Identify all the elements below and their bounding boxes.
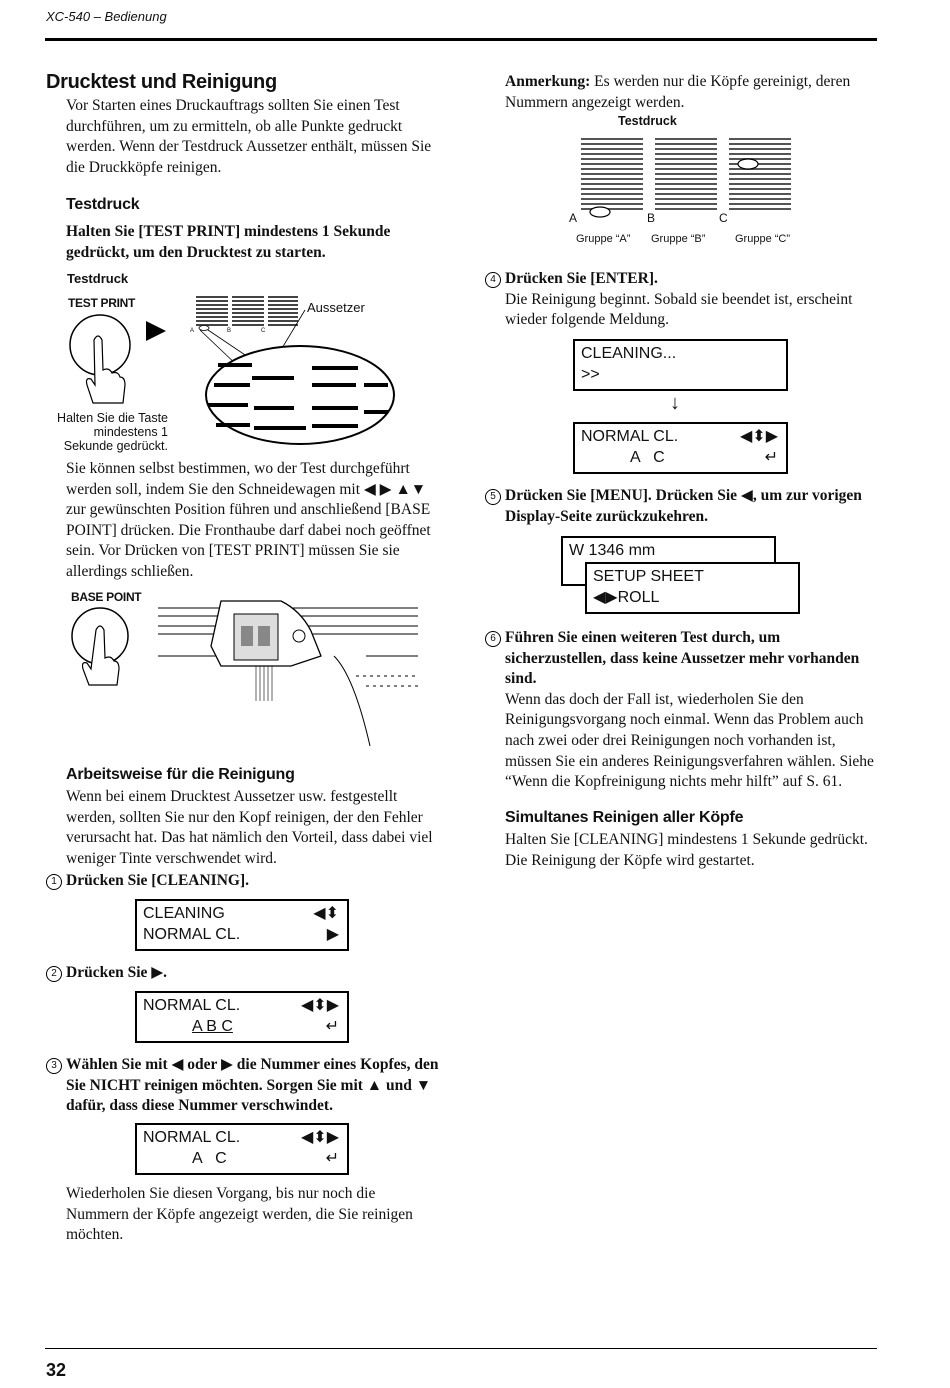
- lcd-display-4: [573, 339, 788, 391]
- arbeitsweise-paragraph: Wenn bei einem Drucktest Aussetzer usw. festgestellt werden, sollten Sie nur den Kopf reinigen, der den Fehler verursacht hat. Das hat nämlich den Vorteil, dass dabei viel weniger Tinte verschwendet wird.: [66, 788, 433, 867]
- lcd-6-back-line: W 1346 mm: [569, 542, 656, 559]
- step-5: [490, 486, 877, 527]
- step-1-number: 1: [46, 874, 62, 890]
- position-paragraph: Sie können selbst bestimmen, wo der Test durchgeführt werden soll, indem Sie den Schneidewagen mit ◀ ▶ ▲▼ zur gewünschten Position führen und anschließend [BASE POINT] drücken. Die Fronthaube darf dabei noch geöffnet sein. Vor Drücken von [TEST PRINT] müssen Sie sie allerdings schließen.: [66, 460, 431, 580]
- step-5-number: 5: [485, 489, 501, 505]
- step-4: [490, 269, 877, 331]
- testdruck-instruction: Halten Sie [TEST PRINT] mindestens 1 Sekunde gedrückt, um den Drucktest zu starten.: [66, 223, 391, 261]
- step-3-number: 3: [46, 1058, 62, 1074]
- step-6-text: Führen Sie einen weiteren Test durch, um sicherzustellen, dass keine Aussetzer mehr vorhanden sind.: [505, 629, 860, 688]
- fig1-letter-c: C: [261, 328, 266, 334]
- step-1-text: Drücken Sie [CLEANING].: [66, 872, 249, 889]
- fig1-letter-b: B: [227, 328, 232, 334]
- lcd-5-nav-icon: ◀⬍▶: [739, 428, 778, 445]
- lcd-1-line-2: NORMAL CL. ▶: [143, 926, 339, 943]
- carriage-illustration: [66, 586, 426, 746]
- lcd-4-line-1: CLEANING...: [581, 345, 677, 362]
- step-2-text: Drücken Sie ▶.: [66, 964, 168, 981]
- header-rule: [45, 38, 877, 41]
- fig3-letter-a: A: [569, 211, 578, 225]
- lcd-4-line-2: >>: [581, 366, 600, 383]
- fig1-caption: Halten Sie die Taste mindestens 1 Sekunde gedrückt.: [57, 411, 168, 453]
- step-4-text: Drücken Sie [ENTER].: [505, 270, 658, 287]
- lcd-display-1: [135, 899, 349, 951]
- step-4-number: 4: [485, 272, 501, 288]
- group-a-label: Gruppe “A”: [576, 233, 631, 245]
- step-3: [51, 1055, 440, 1117]
- step-6-body: Wenn das doch der Fall ist, wiederholen Sie den Reinigungsvorgang noch einmal. Wenn das Problem auch nach zwei oder drei Reinigungen noch vorhanden ist, müssen Sie ein anderes Reinigungsverfahren wählen. Siehe “Wenn die Kopfreinigung nichts mehr hilft” auf S. 61.: [505, 690, 874, 791]
- simultan-heading: Simultanes Reinigen aller Köpfe: [505, 809, 744, 826]
- lcd-5-line-2: A C ↵: [630, 449, 778, 466]
- lcd-5-line-1: NORMAL CL. ◀⬍▶: [581, 428, 778, 445]
- fig3-letter-b: B: [647, 211, 656, 225]
- simultan-paragraph: Halten Sie [CLEANING] mindestens 1 Sekunde gedrückt. Die Reinigung der Köpfe wird gestartet.: [505, 831, 868, 869]
- lcd-display-3: [135, 1123, 349, 1175]
- step-5-text: Drücken Sie [MENU]. Drücken Sie ◀, um zur vorigen Display-Seite zurückzukehren.: [505, 487, 862, 525]
- lcd-6-line-1: SETUP SHEET: [593, 568, 704, 585]
- repeat-paragraph: Wiederholen Sie diesen Vorgang, bis nur noch die Nummern der Köpfe angezeigt werden, die Sie reinigen möchten.: [66, 1185, 413, 1244]
- arbeitsweise-heading: Arbeitsweise für die Reinigung: [66, 766, 295, 783]
- fig3-title: Testdruck: [618, 114, 677, 128]
- lcd-1-nav-icon: ◀⬍: [313, 905, 339, 922]
- fig3-letter-c: C: [719, 211, 728, 225]
- section-title: Drucktest und Reinigung: [46, 71, 277, 93]
- footer-rule: [45, 1348, 877, 1349]
- aussetzer-callout: Aussetzer: [307, 300, 365, 315]
- lcd-display-5: [573, 422, 788, 474]
- group-b-label: Gruppe “B”: [651, 233, 706, 245]
- group-pattern-illustration: [565, 112, 800, 252]
- page-number: 32: [46, 1360, 67, 1380]
- base-point-figure: [66, 586, 426, 746]
- running-header: XC-540 – Bedienung: [46, 9, 167, 24]
- lcd-1-right-icon: ▶: [326, 926, 339, 943]
- lcd-2-enter-icon: ↵: [325, 1018, 339, 1035]
- lcd-3-line-2: A C ↵: [192, 1150, 339, 1167]
- lcd-display-6-front: [585, 562, 800, 614]
- base-point-key-label: BASE POINT: [71, 590, 142, 604]
- testdruck-heading: Testdruck: [66, 196, 140, 213]
- lcd-2-nav-icon: ◀⬍▶: [300, 997, 339, 1014]
- intro-paragraph: Vor Starten eines Druckauftrags sollten Sie einen Test durchführen, um zu ermitteln, ob alle Punkte gedruckt werden. Wenn der Testdruck Aussetzer enthält, müssen Sie die Druckköpfe reinigen.: [66, 97, 432, 176]
- lcd-3-nav-icon: ◀⬍▶: [300, 1129, 339, 1146]
- step-2: [51, 963, 168, 984]
- step-3-text: Wählen Sie mit ◀ oder ▶ die Nummer eines Kopfes, den Sie NICHT reinigen möchten. Sorgen Sie mit ▲ und ▼ dafür, dass diese Nummer verschwindet.: [66, 1056, 439, 1115]
- group-c-label: Gruppe “C”: [735, 233, 791, 245]
- lcd-3-line-1: NORMAL CL. ◀⬍▶: [143, 1129, 339, 1146]
- note-paragraph: [505, 72, 875, 113]
- figure-title: Testdruck: [67, 271, 129, 286]
- step-4-body: Die Reinigung beginnt. Sobald sie beendet ist, erscheint wieder folgende Meldung.: [505, 290, 853, 329]
- fig1-letter-a: A: [190, 328, 195, 334]
- step-6: [490, 628, 877, 793]
- step-2-number: 2: [46, 966, 62, 982]
- lcd-5-enter-icon: ↵: [764, 449, 778, 466]
- lcd-3-enter-icon: ↵: [325, 1150, 339, 1167]
- down-arrow: ↓: [670, 392, 680, 414]
- lcd-display-2: [135, 991, 349, 1043]
- note-label: Anmerkung:: [505, 73, 591, 90]
- lcd-1-line-1: CLEANING ◀⬍: [143, 905, 339, 922]
- lcd-6-line-2: ◀▶ROLL: [593, 589, 660, 606]
- step-6-number: 6: [485, 631, 501, 647]
- step-1: [51, 871, 249, 892]
- test-print-key-label: TEST PRINT: [68, 296, 136, 310]
- lcd-2-line-1: NORMAL CL. ◀⬍▶: [143, 997, 339, 1014]
- lcd-2-line-2: A B C ↵: [192, 1018, 339, 1035]
- note-text: Es werden nur die Köpfe gereinigt, deren Nummern angezeigt werden.: [505, 73, 851, 111]
- group-test-figure: [565, 112, 800, 252]
